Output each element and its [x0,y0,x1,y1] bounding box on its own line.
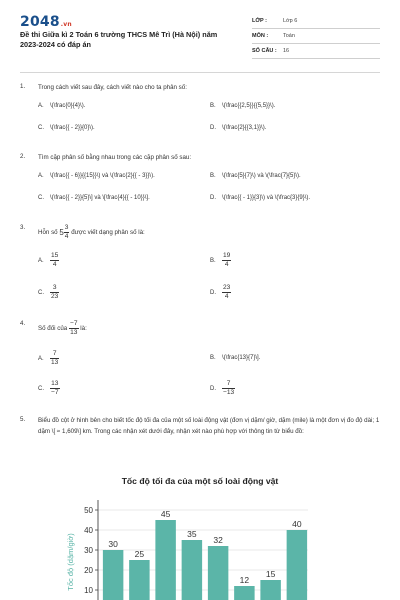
fraction-denominator: 13 [51,359,59,366]
option-text: \(\frac{{ - 2}}{0}\). [50,125,95,131]
fraction-numerator: 19 [223,252,231,259]
option-text: \(\frac{{ - 2}}{5}\] và \[\frac{4}{{ - 10}}\]. [50,195,150,201]
bar [287,530,307,600]
question-number: 4. [20,320,26,327]
bar [155,520,175,600]
document-header [0,0,400,66]
chart-bars [103,509,307,600]
question-number: 3. [20,224,26,231]
option-label: A. [38,258,44,265]
q4-option-b[interactable] [210,355,260,361]
question-text-pre: Hỗn số [38,229,58,237]
meta-row-class [252,14,380,29]
option-label: B. [210,258,216,265]
question-text: Trong cách viết sau đây, cách viết nào cho ta phân số: [38,84,187,91]
option-text: \(\frac{{2,5}}{{5,5}}\). [222,103,276,109]
document-title: Đề thi Giữa kì 2 Toán 6 trường THCS Mê Trì (Hà Nội) năm 2023-2024 có đáp án [20,30,218,49]
option-fraction [50,380,60,397]
bar [260,580,280,600]
fraction-denominator: 4 [64,233,69,240]
option-fraction [50,350,59,367]
fraction-numerator: −7 [69,320,78,327]
option-text: \(\frac{{ - 1}}{3}\) và \(\frac{3}{9}\). [222,195,311,201]
option-fraction [50,284,59,301]
option-text: \(\frac{2}{{3,1}}\). [222,125,267,131]
q4-option-c[interactable] [38,380,60,397]
question-fraction [69,320,79,337]
fraction-numerator: 7 [222,380,235,389]
fraction-denominator: 13 [70,329,78,336]
q2-option-b[interactable] [210,173,301,179]
option-label: C. [38,125,44,131]
q1-option-d[interactable] [210,125,266,131]
logo-tld: .vn [60,21,72,28]
bar [129,560,149,600]
bar-value-label: 32 [213,535,223,545]
bar-value-label: 15 [265,569,276,579]
chart-axis [84,500,98,600]
y-tick-label: 10 [84,586,93,595]
mixed-whole: 5 [59,228,64,237]
meta-row-count [252,44,380,59]
question-text-post: là: [80,325,87,333]
option-label: D. [210,386,216,393]
y-tick-label: 20 [84,566,93,575]
question-number: 5. [20,416,26,423]
q3-option-a[interactable] [38,252,59,269]
option-fraction [50,252,59,269]
fraction-denominator: −13 [223,389,235,396]
fraction-denominator: −7 [51,389,59,396]
bar [208,546,228,600]
option-label: B. [210,103,216,109]
option-label: D. [210,195,216,201]
fraction-denominator: 4 [224,261,229,268]
question-text-pre: Số đối của [38,325,68,333]
option-label: B. [210,355,216,361]
option-fraction [222,284,231,301]
q3-option-b[interactable] [210,252,231,269]
document-meta [252,14,380,59]
mixed-fraction [64,224,70,241]
site-logo[interactable] [20,14,72,30]
option-label: C. [38,386,44,393]
q4-option-d[interactable] [210,380,235,397]
y-tick-label: 40 [84,526,93,535]
chart-title: Tốc độ tối đa của một số loài động vật [121,476,279,486]
fraction-numerator: 7 [50,350,59,359]
option-label: D. [210,125,216,131]
bar [182,540,202,600]
bar [103,550,123,600]
meta-label: MÔN : [252,33,269,39]
fraction-numerator: 3 [64,224,69,231]
option-text: \(\frac{13}{7}\]. [222,355,261,361]
fraction-denominator: 4 [52,261,57,268]
q2-option-c[interactable] [38,195,150,201]
question-3 [20,224,385,248]
q1-option-b[interactable] [210,103,275,109]
meta-label: SỐ CÂU : [252,48,277,54]
bar-chart [60,490,320,600]
fraction-denominator: 23 [51,293,59,300]
option-label: C. [38,195,44,201]
fraction-numerator: 13 [51,380,59,387]
bar-value-label: 35 [187,529,197,539]
option-label: C. [38,290,44,297]
bar-value-label: 25 [134,549,145,559]
question-text: Biểu đồ cột ở hình bên cho biết tốc độ tối đa của một số loài động vật (đơn vị dặm/ giờ, dặm (mile) là một đơn vị đo độ dài; 1 dặm \[ ≈ 1,609\] km. Trong các nhận xét dưới đây, nhận xét nào phù hợp với thông tin từ biểu đồ: [38,417,380,435]
q2-option-a[interactable] [38,173,155,179]
bar-value-label: 30 [108,539,118,549]
bar-value-label: 12 [239,575,250,585]
option-fraction [222,252,231,269]
option-text: \(\frac{0}{4}\). [50,103,86,109]
meta-value: Lớp 6 [283,18,298,24]
q3-option-c[interactable] [38,284,59,301]
logo-main: 2048 [20,14,60,30]
fraction-numerator: 3 [50,284,59,293]
meta-label: LỚP : [252,18,267,24]
question-4 [20,320,385,344]
question-text-post: được viết dạng phân số là: [71,229,145,237]
fraction-denominator: 4 [224,293,229,300]
question-text [38,320,383,337]
option-label: A. [38,356,44,363]
y-tick-label: 30 [84,546,93,555]
option-fraction [222,380,235,397]
meta-row-subject [252,29,380,44]
bar-value-label: 40 [292,519,302,529]
option-label: A. [38,173,44,179]
bar [234,586,254,600]
option-text: \(\frac{5}{7}\) và \(\frac{7}{5}\). [222,173,301,179]
q1-option-a[interactable] [38,103,85,109]
option-label: D. [210,290,216,297]
option-label: A. [38,103,44,109]
q3-option-d[interactable] [210,284,231,301]
meta-value: 16 [283,48,290,54]
question-text: Tìm cặp phân số bằng nhau trong các cặp phân số sau: [38,154,192,161]
bar-value-label: 45 [160,509,171,519]
fraction-numerator: 15 [51,252,59,259]
question-number: 2. [20,153,26,160]
option-text: \(\frac{{ - 6}}{{15}}\) và \(\frac{2}{{ - 3}}\). [50,173,155,179]
question-number: 1. [20,83,26,90]
q4-option-a[interactable] [38,350,59,367]
y-tick-label: 50 [84,506,93,515]
fraction-numerator: 23 [223,284,231,291]
meta-value: Toán [283,33,295,39]
q2-option-d[interactable] [210,195,310,201]
header-divider [20,72,380,73]
option-label: B. [210,173,216,179]
chart-ylabel: Tốc độ (dặm/giờ) [66,533,75,591]
q1-option-c[interactable] [38,125,95,131]
question-text [38,224,383,241]
